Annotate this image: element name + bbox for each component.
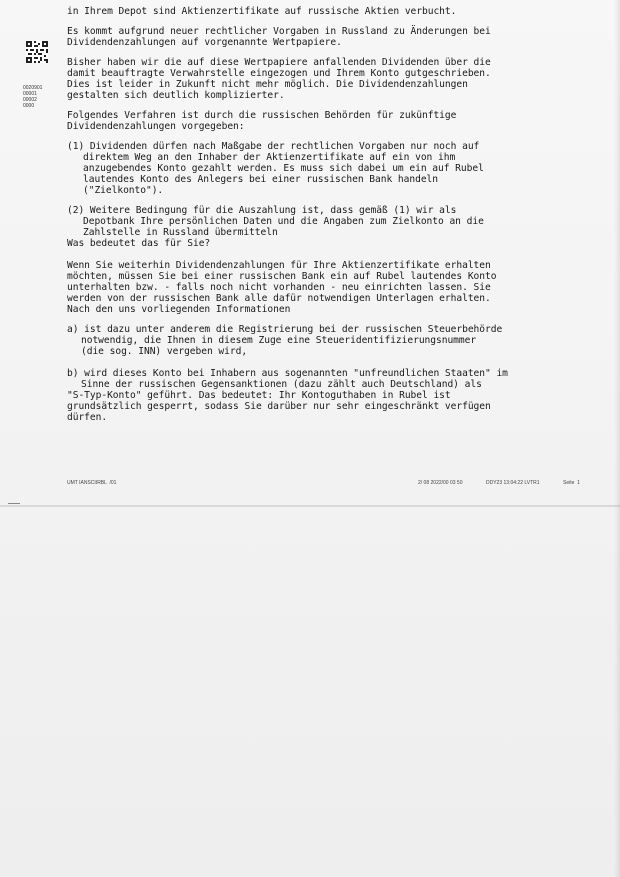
list-item-1-line: direktem Weg an den Inhaber der Aktienzertifikate auf ein von ihm bbox=[83, 152, 456, 163]
paragraph-line: Dies ist leider in Zukunft nicht mehr möglich. Die Dividendenzahlungen bbox=[67, 79, 468, 90]
list-item-1-line: ("Zielkonto"). bbox=[83, 185, 164, 196]
list-item-1-line: (1) Dividenden dürfen nach Maßgabe der rechtlichen Vorgaben nur noch auf bbox=[67, 141, 480, 152]
scan-edge-shadow bbox=[614, 0, 620, 877]
list-item-1-line: anzugebendes Konto gezahlt werden. Es muss sich dabei um ein auf Rubel bbox=[83, 163, 484, 174]
document-codes bbox=[23, 85, 42, 109]
list-item-1-line: lautendes Konto des Anlegers bei einer russischen Bank handeln bbox=[83, 174, 439, 185]
list-item-a-line: a) ist dazu unter anderem die Registrierung bei der russischen Steuerbehörde bbox=[67, 324, 503, 335]
footer-ref-code: DDY23 13:04:22 LVTR1 bbox=[486, 480, 540, 486]
footer-date: 2/ 08 2022/00 03 50 bbox=[418, 480, 463, 486]
paragraph-line: Es kommt aufgrund neuer rechtlicher Vorgaben in Russland zu Änderungen bei bbox=[67, 26, 491, 37]
paragraph-line: damit beauftragte Verwahrstelle eingezogen und Ihrem Konto gutgeschrieben. bbox=[67, 68, 491, 79]
qr-code-icon bbox=[26, 41, 48, 63]
document-code: 00002 bbox=[23, 97, 37, 103]
list-item-b-line: "S-Typ-Konto" geführt. Das bedeutet: Ihr Kontoguthaben in Rubel ist bbox=[67, 390, 451, 401]
paragraph-line: werden von der russischen Bank alle dafür notwendigen Unterlagen erhalten. bbox=[67, 293, 491, 304]
footer-page-number: Seite 1 bbox=[563, 480, 580, 486]
document-code: 00001 bbox=[23, 91, 37, 97]
paragraph-line: möchten, müssen Sie bei einer russischen Bank ein auf Rubel lautendes Konto bbox=[67, 271, 497, 282]
document-code: 0000 bbox=[23, 103, 35, 109]
paragraph-line: Dividendenzahlungen vorgegeben: bbox=[67, 121, 245, 132]
list-item-b-line: Sinne der russischen Gegensanktionen (dazu zählt auch Deutschland) als bbox=[81, 379, 482, 390]
paragraph-line: unterhalten bzw. - falls noch nicht vorhanden - neu einrichten lassen. Sie bbox=[67, 282, 491, 293]
paragraph-line: Folgendes Verfahren ist durch die russischen Behörden für zukünftige bbox=[67, 110, 457, 121]
footer-reference: UMT IANSCIIRBL /01 bbox=[67, 480, 117, 486]
list-item-2-line: Zahlstelle in Russland übermitteln bbox=[83, 227, 278, 238]
intro-line: in Ihrem Depot sind Aktienzertifikate auf russische Aktien verbucht. bbox=[67, 6, 457, 17]
fold-mark bbox=[8, 503, 20, 504]
document-code: 0020901 bbox=[23, 85, 43, 91]
list-item-b-line: b) wird dieses Konto bei Inhabern aus sogenannten "unfreundlichen Staaten" im bbox=[67, 368, 508, 379]
paragraph-line: Dividendenzahlungen auf vorgenannte Wertpapiere. bbox=[67, 37, 342, 48]
paragraph-line: Bisher haben wir die auf diese Wertpapiere anfallenden Dividenden über die bbox=[67, 57, 491, 68]
list-item-a-line: (die sog. INN) vergeben wird, bbox=[81, 346, 248, 357]
paragraph-line: Nach den uns vorliegenden Informationen bbox=[67, 304, 291, 315]
list-item-b-line: grundsätzlich gesperrt, sodass Sie darüber nur sehr eingeschränkt verfügen bbox=[67, 401, 491, 412]
section-heading: Was bedeutet das für Sie? bbox=[67, 238, 211, 249]
page-fold bbox=[0, 505, 620, 507]
list-item-b-line: dürfen. bbox=[67, 412, 108, 423]
letter-body bbox=[67, 6, 537, 423]
paragraph-line: gestalten sich deutlich komplizierter. bbox=[67, 90, 285, 101]
list-item-2-line: Depotbank Ihre persönlichen Daten und die Angaben zum Zielkonto an die bbox=[83, 216, 484, 227]
paragraph-line: Wenn Sie weiterhin Dividendenzahlungen für Ihre Aktienzertifikate erhalten bbox=[67, 260, 491, 271]
list-item-2-line: (2) Weitere Bedingung für die Auszahlung ist, dass gemäß (1) wir als bbox=[67, 205, 457, 216]
list-item-a-line: notwendig, die Ihnen in diesem Zuge eine Steueridentifizierungsnummer bbox=[81, 335, 477, 346]
